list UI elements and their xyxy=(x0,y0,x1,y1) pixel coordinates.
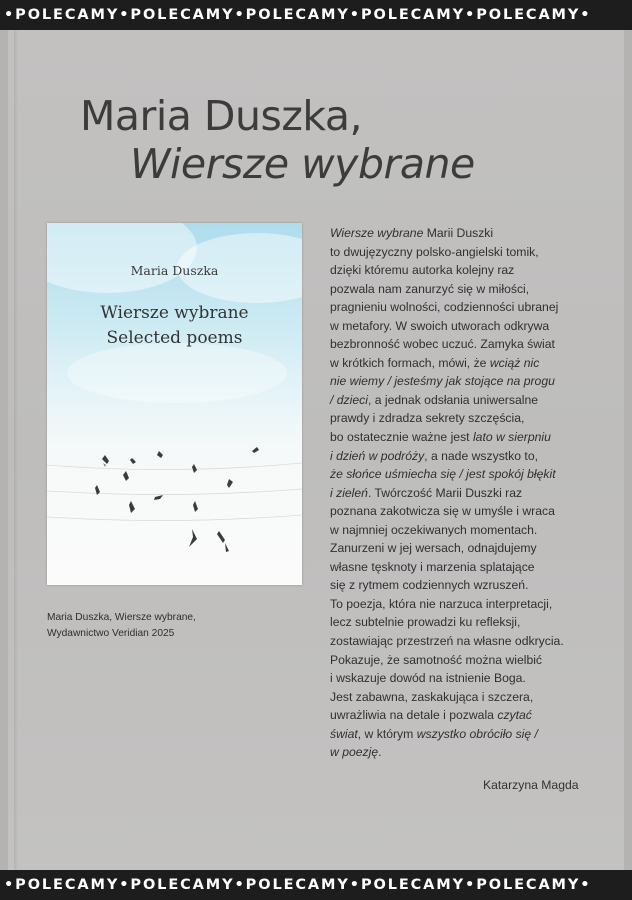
text-fragment: bo ostatecznie ważne jest xyxy=(330,430,473,445)
review-line xyxy=(330,354,600,373)
caption-line: Wydawnictwo Veridian 2025 xyxy=(47,628,175,639)
top-banner xyxy=(0,0,632,30)
cover-cloud xyxy=(67,343,287,403)
text-fragment: uwrażliwia na detale i pozwala xyxy=(330,708,498,723)
text-fragment: w metafory. W swoich utworach odkrywa xyxy=(330,318,550,333)
banner-text: •POLECAMY•POLECAMY•POLECAMY•POLECAMY•POLECAMY• xyxy=(4,7,592,23)
text-fragment: lecz subtelnie prowadzi ku refleksji, xyxy=(330,615,521,630)
review-line xyxy=(330,243,600,262)
cover-cloud xyxy=(47,223,197,293)
quote-fragment: wciąż nic xyxy=(489,355,540,370)
quote-fragment: wszystko obróciło się / xyxy=(416,726,538,741)
quote-fragment: w poezję xyxy=(330,745,379,760)
review-line xyxy=(330,576,600,595)
quote-fragment: nie wiemy / jesteśmy jak stojące na progu xyxy=(330,374,555,389)
review-line xyxy=(330,725,600,744)
review-line xyxy=(330,743,600,762)
review-author: Katarzyna Magda xyxy=(483,778,579,792)
review-line xyxy=(330,502,600,521)
text-fragment: i wskazuje dowód na istnienie Boga. xyxy=(330,671,526,686)
text-fragment: Marii Duszki xyxy=(423,226,494,240)
title-book: Wiersze wybrane xyxy=(130,140,475,188)
quote-fragment: i zieleń xyxy=(330,485,368,500)
banner-text: •POLECAMY•POLECAMY•POLECAMY•POLECAMY•POLECAMY• xyxy=(4,877,592,893)
review-line xyxy=(330,224,600,243)
review-line xyxy=(330,613,600,632)
review-line xyxy=(330,595,600,614)
review-line xyxy=(330,669,600,688)
review-line xyxy=(330,335,600,354)
review-line xyxy=(330,409,600,428)
text-fragment: . Twórczość Marii Duszki raz xyxy=(367,485,523,500)
title-author: Maria Duszka, xyxy=(80,92,363,140)
text-fragment: zostawiając przestrzeń na własne odkrycia. xyxy=(330,634,564,649)
text-fragment: w krótkich formach, mówi, że xyxy=(330,355,490,370)
review-line xyxy=(330,706,600,725)
quote-fragment: i dzień w podróży xyxy=(330,448,425,463)
text-fragment: własne tęsknoty i marzenia splatające xyxy=(330,559,535,574)
cover-title-pl: Wiersze wybrane xyxy=(100,303,249,323)
text-fragment: bezbronność wobec uczuć. Zamyka świat xyxy=(330,337,555,352)
text-fragment: Zanurzeni w jej wersach, odnajdujemy xyxy=(330,541,537,556)
bottom-banner xyxy=(0,870,632,900)
review-line xyxy=(330,688,600,707)
quote-fragment: że słońce uśmiecha się / jest spokój błękit xyxy=(330,467,556,482)
text-fragment: poznana zakotwicza się w umyśle i wraca xyxy=(330,504,555,519)
review-line xyxy=(330,521,600,540)
text-fragment: dzięki któremu autorka kolejny raz xyxy=(330,263,515,278)
review-line xyxy=(330,261,600,280)
book-cover xyxy=(47,223,302,585)
quote-fragment: lato w sierpniu xyxy=(472,430,551,445)
cover-title-en: Selected poems xyxy=(106,328,243,348)
text-fragment: . xyxy=(378,745,382,760)
text-fragment: , a jednak odsłania uniwersalne xyxy=(367,392,538,407)
text-fragment: to dwujęzyczny polsko-angielski tomik, xyxy=(330,244,539,259)
review-line xyxy=(330,391,600,410)
review-line xyxy=(330,539,600,558)
text-fragment: pozwala nam zanurzyć się w miłości, xyxy=(330,281,530,296)
review-line xyxy=(330,372,600,391)
review-line xyxy=(330,558,600,577)
article-title xyxy=(80,92,475,188)
text-fragment: Jest zabawna, zaskakująca i szczera, xyxy=(330,689,534,704)
review-line xyxy=(330,632,600,651)
text-fragment: , a nade wszystko to, xyxy=(424,448,538,463)
quote-fragment: czytać xyxy=(497,708,532,723)
review-line xyxy=(330,317,600,336)
quote-fragment: świat xyxy=(330,726,358,741)
swallows-illustration xyxy=(47,433,302,585)
review-text xyxy=(330,224,600,762)
review-line xyxy=(330,298,600,317)
text-fragment: To poezja, która nie narzuca interpretacji, xyxy=(330,596,553,611)
image-caption xyxy=(47,610,196,642)
review-line xyxy=(330,428,600,447)
review-line xyxy=(330,651,600,670)
review-line xyxy=(330,484,600,503)
text-fragment: pragnieniu wolności, codzienności ubranej xyxy=(330,300,559,315)
text-fragment: prawdy i zdradza sekrety szczęścia, xyxy=(330,411,525,426)
text-fragment: się z rytmem codziennych wzruszeń. xyxy=(330,578,529,593)
caption-line: Maria Duszka, Wiersze wybrane, xyxy=(47,612,196,623)
text-fragment: w najmniej oczekiwanych momentach. xyxy=(330,522,538,537)
cover-author: Maria Duszka xyxy=(130,263,219,278)
text-fragment: Pokazuje, że samotność można wielbić xyxy=(330,652,543,667)
review-line xyxy=(330,280,600,299)
quote-fragment: / dzieci xyxy=(330,392,368,407)
quote-fragment: Wiersze wybrane xyxy=(330,226,424,240)
review-line xyxy=(330,447,600,466)
cover-title xyxy=(47,301,302,351)
review-line xyxy=(330,465,600,484)
text-fragment: , w którym xyxy=(357,726,417,741)
